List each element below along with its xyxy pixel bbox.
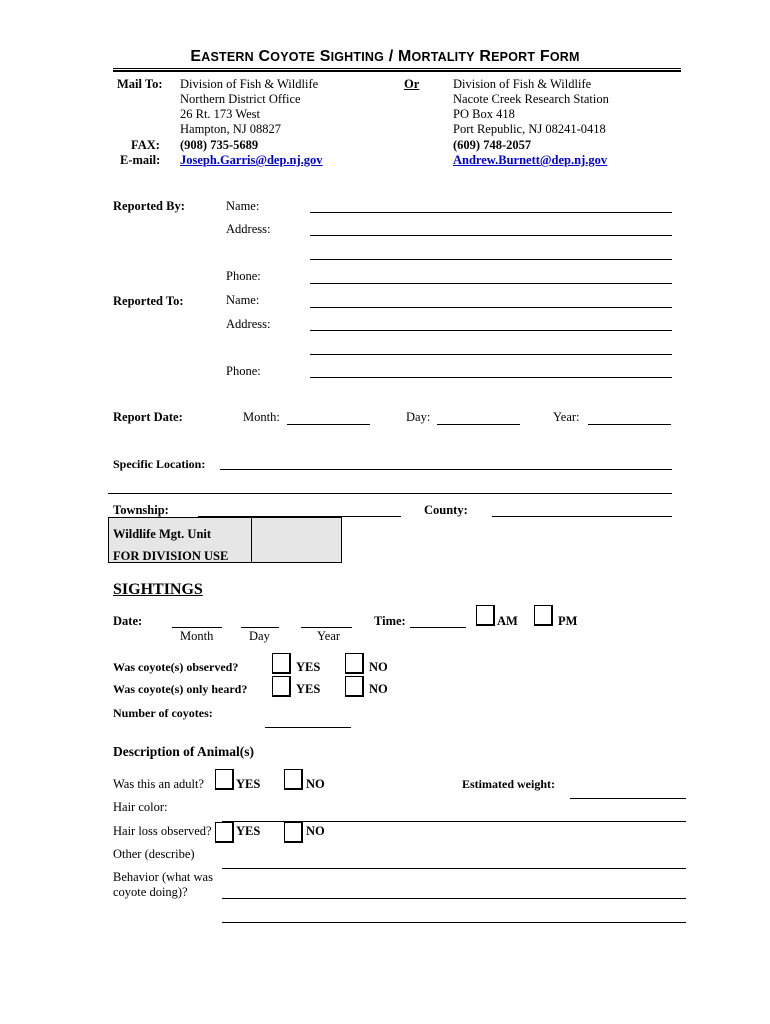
wmu-label: Wildlife Mgt. Unit — [113, 527, 212, 541]
left-office-line3: 26 Rt. 173 West — [180, 107, 261, 121]
estimated-weight-label: Estimated weight: — [462, 777, 555, 791]
estimated-weight-field[interactable] — [570, 798, 686, 799]
heard-yes-label: YES — [296, 682, 321, 696]
reported-by-phone-label: Phone: — [226, 269, 261, 283]
wmu-entry-cell[interactable] — [251, 517, 342, 563]
hair-loss-yes-label: YES — [236, 824, 261, 838]
reported-to-address-label: Address: — [226, 317, 271, 331]
sighting-day-caption: Day — [249, 629, 270, 643]
reported-to-address-field-2[interactable] — [310, 354, 672, 355]
other-describe-label: Other (describe) — [113, 847, 195, 861]
title-rule-thick — [113, 70, 681, 72]
am-label: AM — [497, 614, 518, 628]
reported-by-address-field-2[interactable] — [310, 259, 672, 260]
behavior-field-2[interactable] — [222, 922, 686, 923]
pm-checkbox[interactable] — [534, 605, 553, 626]
hair-loss-no-checkbox[interactable] — [284, 822, 303, 843]
observed-no-label: NO — [369, 660, 388, 674]
sightings-heading: SIGHTINGS — [113, 581, 203, 598]
behavior-field-1[interactable] — [222, 898, 686, 899]
right-office-line3: PO Box 418 — [453, 107, 515, 121]
report-month-label: Month: — [243, 410, 280, 424]
heard-no-checkbox[interactable] — [345, 676, 364, 697]
right-email-link[interactable]: Andrew.Burnett@dep.nj.gov — [453, 153, 608, 167]
heard-no-label: NO — [369, 682, 388, 696]
specific-location-field-2[interactable] — [108, 493, 672, 494]
or-label: Or — [404, 77, 420, 91]
reported-to-name-label: Name: — [226, 293, 260, 307]
observed-question: Was coyote(s) observed? — [113, 660, 239, 674]
other-describe-field[interactable] — [222, 868, 686, 869]
report-year-label: Year: — [553, 410, 580, 424]
heard-yes-checkbox[interactable] — [272, 676, 291, 697]
specific-location-label: Specific Location: — [113, 457, 206, 471]
right-office-line1: Division of Fish & Wildlife — [453, 77, 592, 91]
page-title: EASTERN COYOTE SIGHTING / MORTALITY REPORT FORM — [190, 48, 580, 65]
reported-to-phone-label: Phone: — [226, 364, 261, 378]
left-fax-number: (908) 735-5689 — [180, 138, 259, 152]
reported-to-name-field[interactable] — [310, 307, 672, 308]
report-day-field[interactable] — [437, 424, 520, 425]
right-office-line2: Nacote Creek Research Station — [453, 92, 609, 106]
am-checkbox[interactable] — [476, 605, 495, 626]
adult-question: Was this an adult? — [113, 777, 204, 791]
sighting-month-caption: Month — [180, 629, 214, 643]
left-email-link[interactable]: Joseph.Garris@dep.nj.gov — [180, 153, 323, 167]
report-date-label: Report Date: — [113, 410, 183, 424]
hair-loss-question: Hair loss observed? — [113, 824, 212, 838]
sighting-month-field[interactable] — [172, 627, 222, 628]
sighting-year-field[interactable] — [301, 627, 352, 628]
report-year-field[interactable] — [588, 424, 671, 425]
email-label: E-mail: — [120, 153, 161, 167]
number-of-coyotes-field[interactable] — [265, 727, 351, 728]
description-heading: Description of Animal(s) — [113, 744, 254, 759]
behavior-label-line1: Behavior (what was — [113, 870, 213, 884]
behavior-label-line2: coyote doing)? — [113, 885, 188, 899]
reported-by-label: Reported By: — [113, 199, 185, 213]
left-office-line4: Hampton, NJ 08827 — [180, 122, 282, 136]
specific-location-field-1[interactable] — [220, 469, 672, 470]
hair-loss-yes-checkbox[interactable] — [215, 822, 234, 843]
sighting-date-label: Date: — [113, 614, 143, 628]
reported-by-phone-field[interactable] — [310, 283, 672, 284]
adult-yes-checkbox[interactable] — [215, 769, 234, 790]
report-month-field[interactable] — [287, 424, 370, 425]
hair-loss-no-label: NO — [306, 824, 325, 838]
left-office-line2: Northern District Office — [180, 92, 301, 106]
title-rule-thin — [113, 68, 681, 69]
right-office-line4: Port Republic, NJ 08241-0418 — [453, 122, 606, 136]
number-of-coyotes-label: Number of coyotes: — [113, 706, 213, 720]
township-label: Township: — [113, 503, 169, 517]
reported-to-address-field-1[interactable] — [310, 330, 672, 331]
fax-label: FAX: — [131, 138, 160, 152]
adult-no-label: NO — [306, 777, 325, 791]
sighting-time-label: Time: — [374, 614, 406, 628]
county-field[interactable] — [492, 516, 672, 517]
left-office-line1: Division of Fish & Wildlife — [180, 77, 319, 91]
mail-to-label: Mail To: — [117, 77, 163, 91]
reported-by-address-field-1[interactable] — [310, 235, 672, 236]
pm-label: PM — [558, 614, 578, 628]
division-use-label: FOR DIVISION USE — [113, 549, 229, 563]
observed-no-checkbox[interactable] — [345, 653, 364, 674]
heard-question: Was coyote(s) only heard? — [113, 682, 248, 696]
sighting-time-field[interactable] — [410, 627, 466, 628]
reported-by-address-label: Address: — [226, 222, 271, 236]
reported-by-name-label: Name: — [226, 199, 260, 213]
sighting-year-caption: Year — [317, 629, 341, 643]
report-day-label: Day: — [406, 410, 431, 424]
adult-no-checkbox[interactable] — [284, 769, 303, 790]
observed-yes-checkbox[interactable] — [272, 653, 291, 674]
adult-yes-label: YES — [236, 777, 261, 791]
reported-to-phone-field[interactable] — [310, 377, 672, 378]
county-label: County: — [424, 503, 468, 517]
sighting-day-field[interactable] — [241, 627, 279, 628]
reported-by-name-field[interactable] — [310, 212, 672, 213]
observed-yes-label: YES — [296, 660, 321, 674]
hair-color-label: Hair color: — [113, 800, 168, 814]
reported-to-label: Reported To: — [113, 294, 184, 308]
right-fax-number: (609) 748-2057 — [453, 138, 532, 152]
